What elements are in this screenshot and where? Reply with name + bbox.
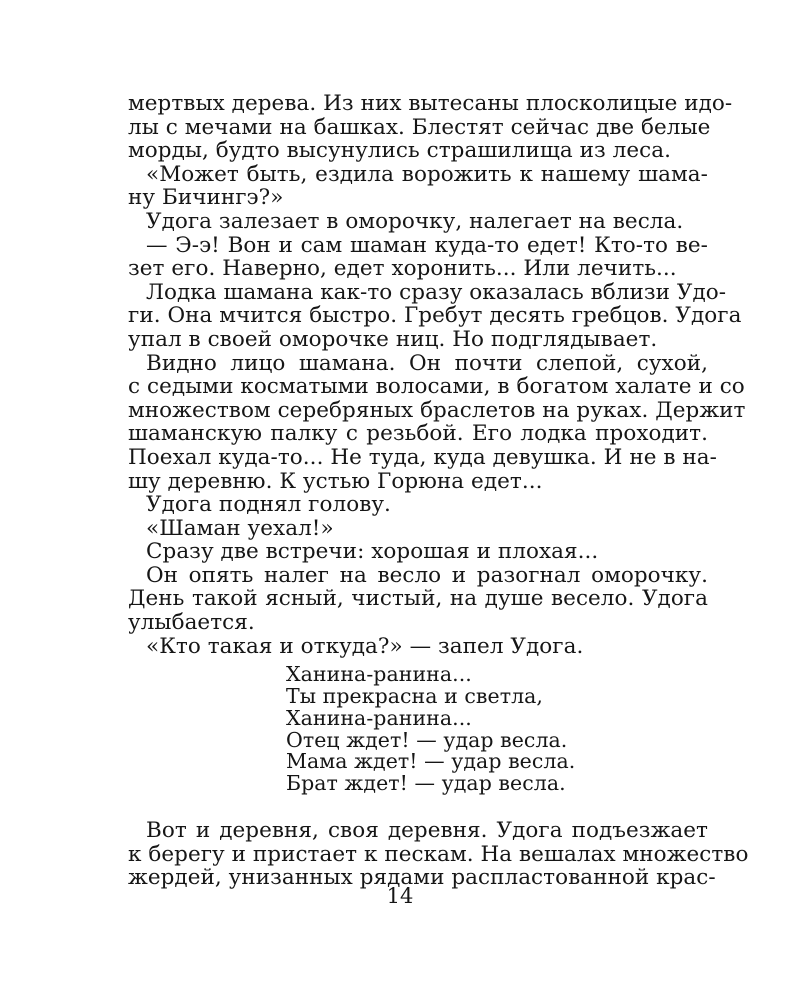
book-page xyxy=(128,91,749,891)
text-line: ги. Она мчится быстро. Гребут десять гребцов. Удога xyxy=(128,303,742,329)
text-line: морды, будто высунулись страшилища из леса. xyxy=(128,138,671,164)
text-line: Лодка шамана как-то сразу оказалась вблизи Удо- xyxy=(146,279,727,305)
poem-line: Брат ждет! — удар весла. xyxy=(286,771,566,796)
text-line: мертвых дерева. Из них вытесаны плосколицые идо- xyxy=(128,91,733,116)
text-line: лы с мечами на башках. Блестят сейчас две белые xyxy=(128,114,711,140)
poem-line: Мама ждет! — удар весла. xyxy=(286,749,576,774)
page-number: 14 xyxy=(386,884,414,908)
text-line: Он опять налег на весло и разогнал оморочку. xyxy=(146,562,708,588)
poem-line: Отец ждет! — удар весла. xyxy=(286,727,568,752)
text-line: к берегу и пристает к пескам. На вешалах множество xyxy=(128,841,749,867)
text-line: Сразу две встречи: хорошая и плохая... xyxy=(146,539,599,565)
text-line: упал в своей оморочке ниц. Но подглядывает. xyxy=(128,326,658,352)
poem-line: Ханина-ранина... xyxy=(286,662,472,687)
text-line: Удога залезает в оморочку, налегает на весла. xyxy=(146,208,684,234)
poem-line: Ханина-ранина... xyxy=(286,705,472,730)
text-line: Удога поднял голову. xyxy=(146,492,391,518)
text-line: «Кто такая и откуда?» — запел Удога. xyxy=(146,633,584,659)
text-line: с седыми косматыми волосами, в богатом халате и со xyxy=(128,374,745,400)
text-line: шу деревню. К устью Горюна едет... xyxy=(128,468,543,494)
text-line: улыбается. xyxy=(128,610,255,636)
poem-stanza xyxy=(128,664,708,795)
text-line: Поехал куда-то... Не туда, куда девушка. И не в на- xyxy=(128,444,717,470)
text-block-bottom xyxy=(128,818,749,891)
poem-line: Ты прекрасна и светла, xyxy=(286,684,543,709)
text-block-top xyxy=(128,91,746,659)
text-line: День такой ясный, чистый, на душе весело. Удога xyxy=(128,586,708,612)
text-line: шаманскую палку с резьбой. Его лодка проходит. xyxy=(128,421,708,447)
text-line: «Шаман уехал!» xyxy=(146,515,334,541)
text-line: жердей, унизанных рядами распластованной крас- xyxy=(128,865,716,891)
text-line: «Может быть, ездила ворожить к нашему шама- xyxy=(146,161,708,187)
text-line: — Э-э! Вон и сам шаман куда-то едет! Кто-то ве- xyxy=(146,232,708,258)
text-line: Видно лицо шамана. Он почти слепой, сухой, xyxy=(146,350,708,376)
text-line: ну Бичингэ?» xyxy=(128,185,284,211)
text-line: Вот и деревня, своя деревня. Удога подъезжает xyxy=(146,818,708,844)
text-line: множеством серебряных браслетов на руках. Держит xyxy=(128,397,746,423)
text-line: зет его. Наверно, едет хоронить... Или лечить... xyxy=(128,256,677,282)
